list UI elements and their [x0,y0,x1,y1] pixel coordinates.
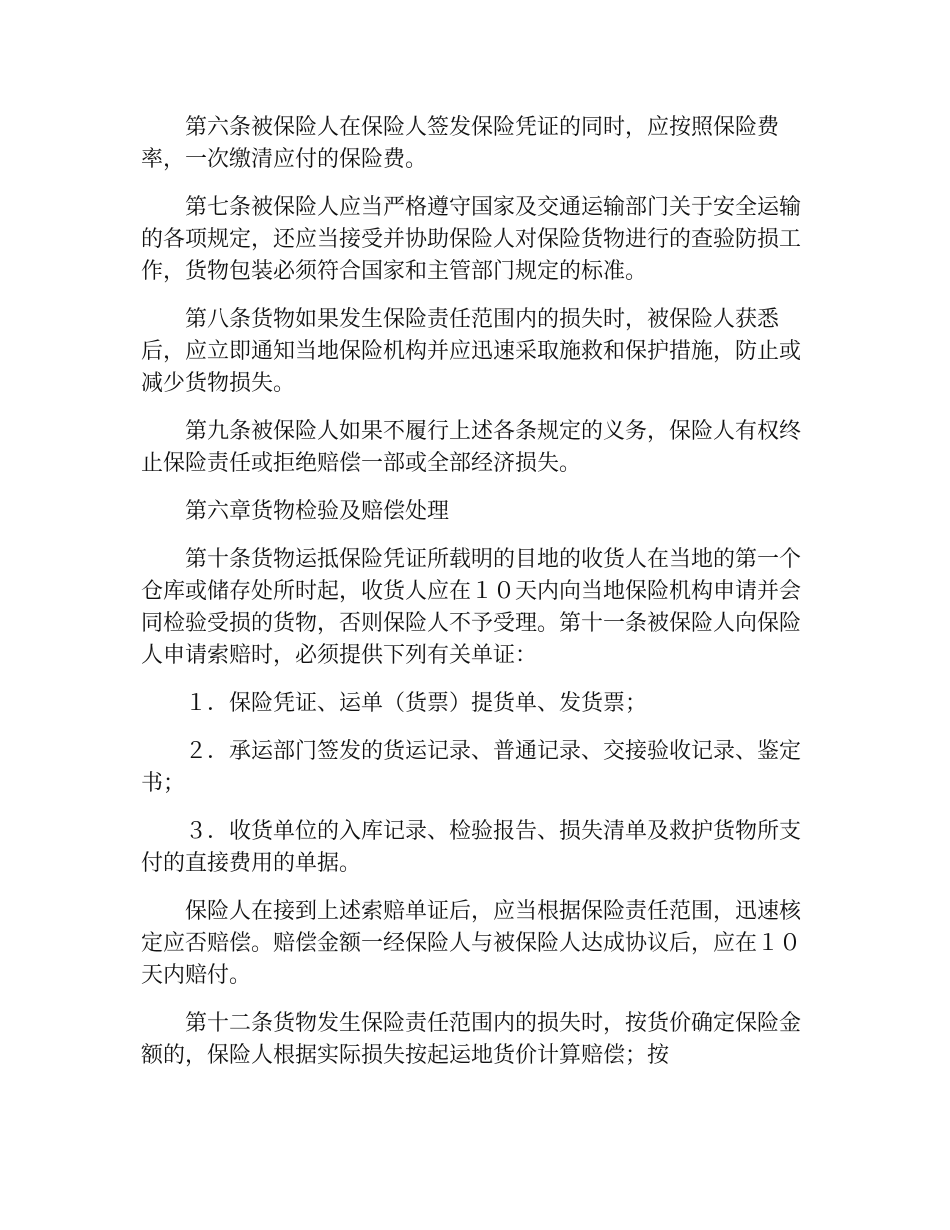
document-body [141,112,821,1088]
required-document-item-3: ３．收货单位的入库记录、检验报告、损失清单及救护货物所支付的直接费用的单据。 [141,819,802,876]
article-ten-paragraph: 第十条货物运抵保险凭证所载明的目地的收货人在当地的第一个仓库或储存处所时起，收货人应在１０天内向当地保险机构申请并会同检验受损的货物，否则保险人不予受理。第十一条被保险人向保险人申请索赔时，必须提供下列有关单证： [141,547,802,668]
required-document-item-2: ２．承运部门签发的货运记录、普通记录、交接验收记录、鉴定书； [141,739,802,796]
required-document-item-1: １．保险凭证、运单（货票）提货单、发货票； [185,691,648,716]
article-nine-paragraph: 第九条被保险人如果不履行上述各条规定的义务，保险人有权终止保险责任或拒绝赔偿一部或全部经济损失。 [141,419,802,476]
article-twelve-paragraph: 第十二条货物发生保险责任范围内的损失时，按货价确定保险金额的，保险人根据实际损失按起运地货价计算赔偿；按 [141,1011,802,1068]
article-eight-paragraph: 第八条货物如果发生保险责任范围内的损失时，被保险人获悉后，应立即通知当地保险机构并应迅速采取施救和保护措施，防止或减少货物损失。 [141,307,802,396]
chapter-six-heading: 第六章货物检验及赔偿处理 [185,499,450,524]
claim-settlement-paragraph: 保险人在接到上述索赔单证后，应当根据保险责任范围，迅速核定应否赔偿。赔偿金额一经保险人与被保险人达成协议后，应在１０天内赔付。 [141,899,802,988]
article-six-paragraph: 第六条被保险人在保险人签发保险凭证的同时，应按照保险费率，一次缴清应付的保险费。 [141,115,780,172]
article-seven-paragraph: 第七条被保险人应当严格遵守国家及交通运输部门关于安全运输的各项规定，还应当接受并协助保险人对保险货物进行的查验防损工作，货物包装必须符合国家和主管部门规定的标准。 [141,195,802,284]
